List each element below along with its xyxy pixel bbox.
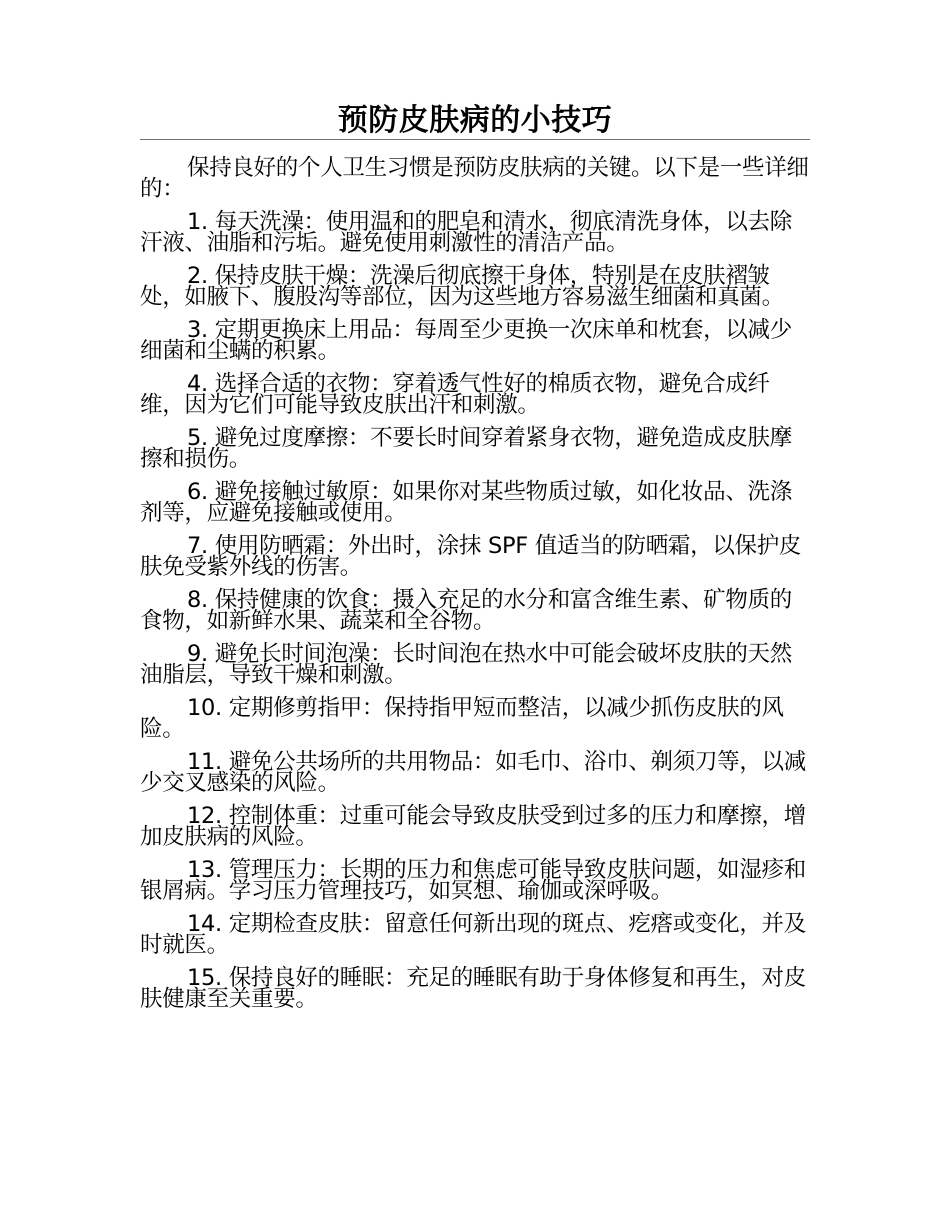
- tip-paragraph-1: 1. 每天洗澡：使用温和的肥皂和清水，彻底清洗身体，以去除汗液、油脂和污垢。避免使用刺激性的清洁产品。: [140, 209, 792, 256]
- tip-paragraph-8: 8. 保持健康的饮食：摄入充足的水分和富含维生素、矿物质的食物，如新鲜水果、蔬菜和全谷物。: [140, 587, 792, 634]
- tip-paragraph-14: 14. 定期检查皮肤：留意任何新出现的斑点、疙瘩或变化，并及时就医。: [140, 911, 806, 958]
- tip-paragraph-7: 7. 使用防晒霜：外出时，涂抹 SPF 值适当的防晒霜，以保护皮肤免受紫外线的伤害。: [140, 533, 802, 580]
- tip-paragraph-15: 15. 保持良好的睡眠：充足的睡眠有助于身体修复和再生，对皮肤健康至关重要。: [140, 965, 806, 1012]
- tip-paragraph-9: 9. 避免长时间泡澡：长时间泡在热水中可能会破坏皮肤的天然油脂层，导致干燥和刺激。: [140, 641, 792, 688]
- tip-paragraph-11: 11. 避免公共场所的共用物品：如毛巾、浴巾、剃须刀等，以减少交叉感染的风险。: [140, 749, 806, 796]
- tip-paragraph-13: 13. 管理压力：长期的压力和焦虑可能导致皮肤问题，如湿疹和银屑病。学习压力管理技巧，如冥想、瑜伽或深呼吸。: [140, 857, 806, 904]
- tip-paragraph-10: 10. 定期修剪指甲：保持指甲短而整洁，以减少抓伤皮肤的风险。: [140, 695, 784, 742]
- tip-paragraph-5: 5. 避免过度摩擦：不要长时间穿着紧身衣物，避免造成皮肤摩擦和损伤。: [140, 425, 792, 472]
- intro-paragraph: 保持良好的个人卫生习惯是预防皮肤病的关键。以下是一些详细的：: [140, 155, 809, 202]
- tip-paragraph-6: 6. 避免接触过敏原：如果你对某些物质过敏，如化妆品、洗涤剂等，应避免接触或使用。: [140, 479, 792, 526]
- title-underline: [140, 139, 810, 140]
- tip-paragraph-4: 4. 选择合适的衣物：穿着透气性好的棉质衣物，避免合成纤维，因为它们可能导致皮肤出汗和刺激。: [140, 371, 770, 418]
- tip-paragraph-12: 12. 控制体重：过重可能会导致皮肤受到过多的压力和摩擦，增加皮肤病的风险。: [140, 803, 806, 850]
- document-body: [140, 155, 812, 1022]
- page-title: 预防皮肤病的小技巧: [337, 103, 613, 138]
- tip-paragraph-3: 3. 定期更换床上用品：每周至少更换一次床单和枕套，以减少细菌和尘螨的积累。: [140, 317, 792, 364]
- tip-paragraph-2: 2. 保持皮肤干燥：洗澡后彻底擦干身体，特别是在皮肤褶皱处，如腋下、腹股沟等部位，因为这些地方容易滋生细菌和真菌。: [140, 263, 784, 310]
